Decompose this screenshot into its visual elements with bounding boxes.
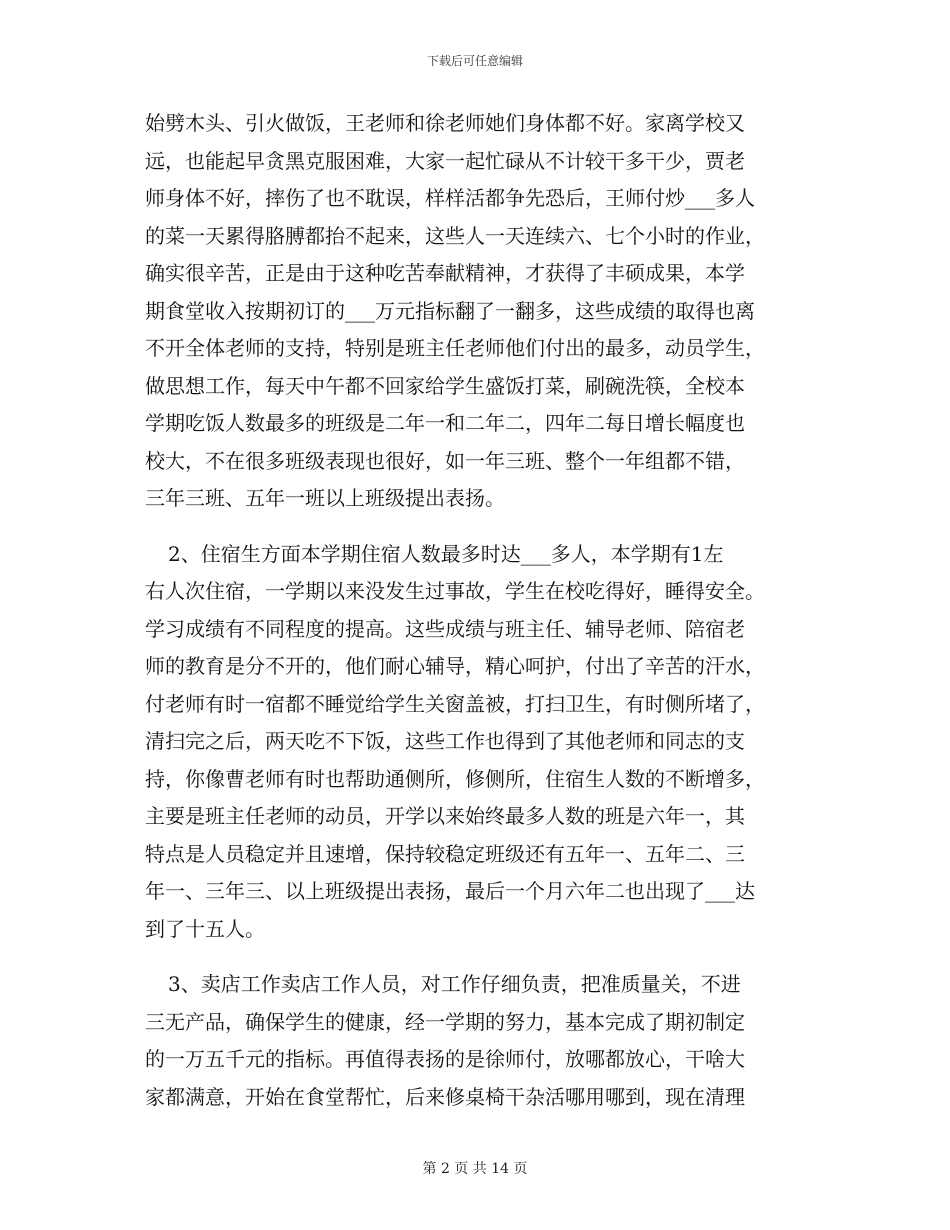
text-line: 清扫完之后，两天吃不下饭，这些工作也得到了其他老师和同志的支 bbox=[145, 729, 745, 753]
text-line: 期食堂收入按期初订的___万元指标翻了一翻多，这些成绩的取得也离 bbox=[145, 298, 755, 323]
text-line: 的一万五千元的指标。再值得表扬的是徐师付，放哪都放心，干啥大 bbox=[145, 1047, 745, 1071]
text-line: 始劈木头、引火做饭，王老师和徐老师她们身体都不好。家离学校又 bbox=[145, 111, 745, 135]
paragraph-3 bbox=[145, 966, 810, 1116]
text-line: 三无产品，确保学生的健康，经一学期的努力，基本完成了期初制定 bbox=[145, 1009, 745, 1034]
paragraph-spacer bbox=[145, 948, 810, 966]
text-line: 不开全体老师的支持，特别是班主任老师他们付出的最多，动员学生， bbox=[145, 336, 765, 360]
text-line: 的菜一天累得胳膊都抬不起来，这些人一天连续六、七个小时的作业， bbox=[145, 223, 765, 248]
text-line: 年一、三年三、以上班级提出表扬，最后一个月六年二也出现了___达 bbox=[145, 879, 755, 903]
text-line: 校大，不在很多班级表现也很好，如一年三班、整个一年组都不错， bbox=[145, 448, 745, 473]
text-line: 确实很辛苦，正是由于这种吃苦奉献精神，才获得了丰硕成果，本学 bbox=[145, 261, 745, 285]
text-line: 主要是班主任老师的动员，开学以来始终最多人数的班是六年一，其 bbox=[145, 804, 745, 828]
document-body bbox=[145, 105, 810, 1116]
text-line: 师的教育是分不开的，他们耐心辅导，精心呵护，付出了辛苦的汗水， bbox=[145, 654, 765, 678]
text-line: 三年三班、五年一班以上班级提出表扬。 bbox=[145, 486, 505, 510]
text-line: 家都满意，开始在食堂帮忙，后来修桌椅干杂活哪用哪到，现在清理 bbox=[145, 1084, 745, 1109]
text-line: 持，你像曹老师有时也帮助通侧所，修侧所，住宿生人数的不断增多， bbox=[145, 766, 765, 791]
text-line: 2、住宿生方面本学期住宿人数最多时达___多人，本学期有1左 bbox=[168, 541, 724, 566]
text-line: 付老师有时一宿都不睡觉给学生关窗盖被，打扫卫生，有时侧所堵了， bbox=[145, 691, 765, 716]
text-line: 学习成绩有不同程度的提高。这些成绩与班主任、辅导老师、陪宿老 bbox=[145, 616, 745, 641]
paragraph-2 bbox=[145, 536, 810, 949]
page-number-footer: 第 2 页 共 14 页 bbox=[422, 1161, 528, 1177]
text-line: 做思想工作，每天中午都不回家给学生盛饭打菜，刷碗洗筷，全校本 bbox=[145, 373, 745, 398]
text-line: 右人次住宿，一学期以来没发生过事故，学生在校吃得好，睡得安全。 bbox=[145, 579, 765, 603]
paragraph-1 bbox=[145, 105, 810, 518]
page-header-note: 下载后可任意编辑 bbox=[426, 54, 523, 68]
text-line: 学期吃饭人数最多的班级是二年一和二年二，四年二每日增长幅度也 bbox=[145, 411, 745, 435]
text-line: 到了十五人。 bbox=[145, 916, 265, 941]
text-line: 特点是人员稳定并且速增，保持较稳定班级还有五年一、五年二、三 bbox=[145, 841, 745, 866]
text-line: 师身体不好，摔伤了也不耽误，样样活都争先恐后，王师付炒___多人 bbox=[145, 186, 755, 210]
text-line: 3、卖店工作卖店工作人员，对工作仔细负责，把准质量关，不进 bbox=[168, 972, 741, 996]
text-line: 远，也能起早贪黑克服困难，大家一起忙碌从不计较干多干少，贾老 bbox=[145, 148, 745, 173]
paragraph-spacer bbox=[145, 518, 810, 536]
